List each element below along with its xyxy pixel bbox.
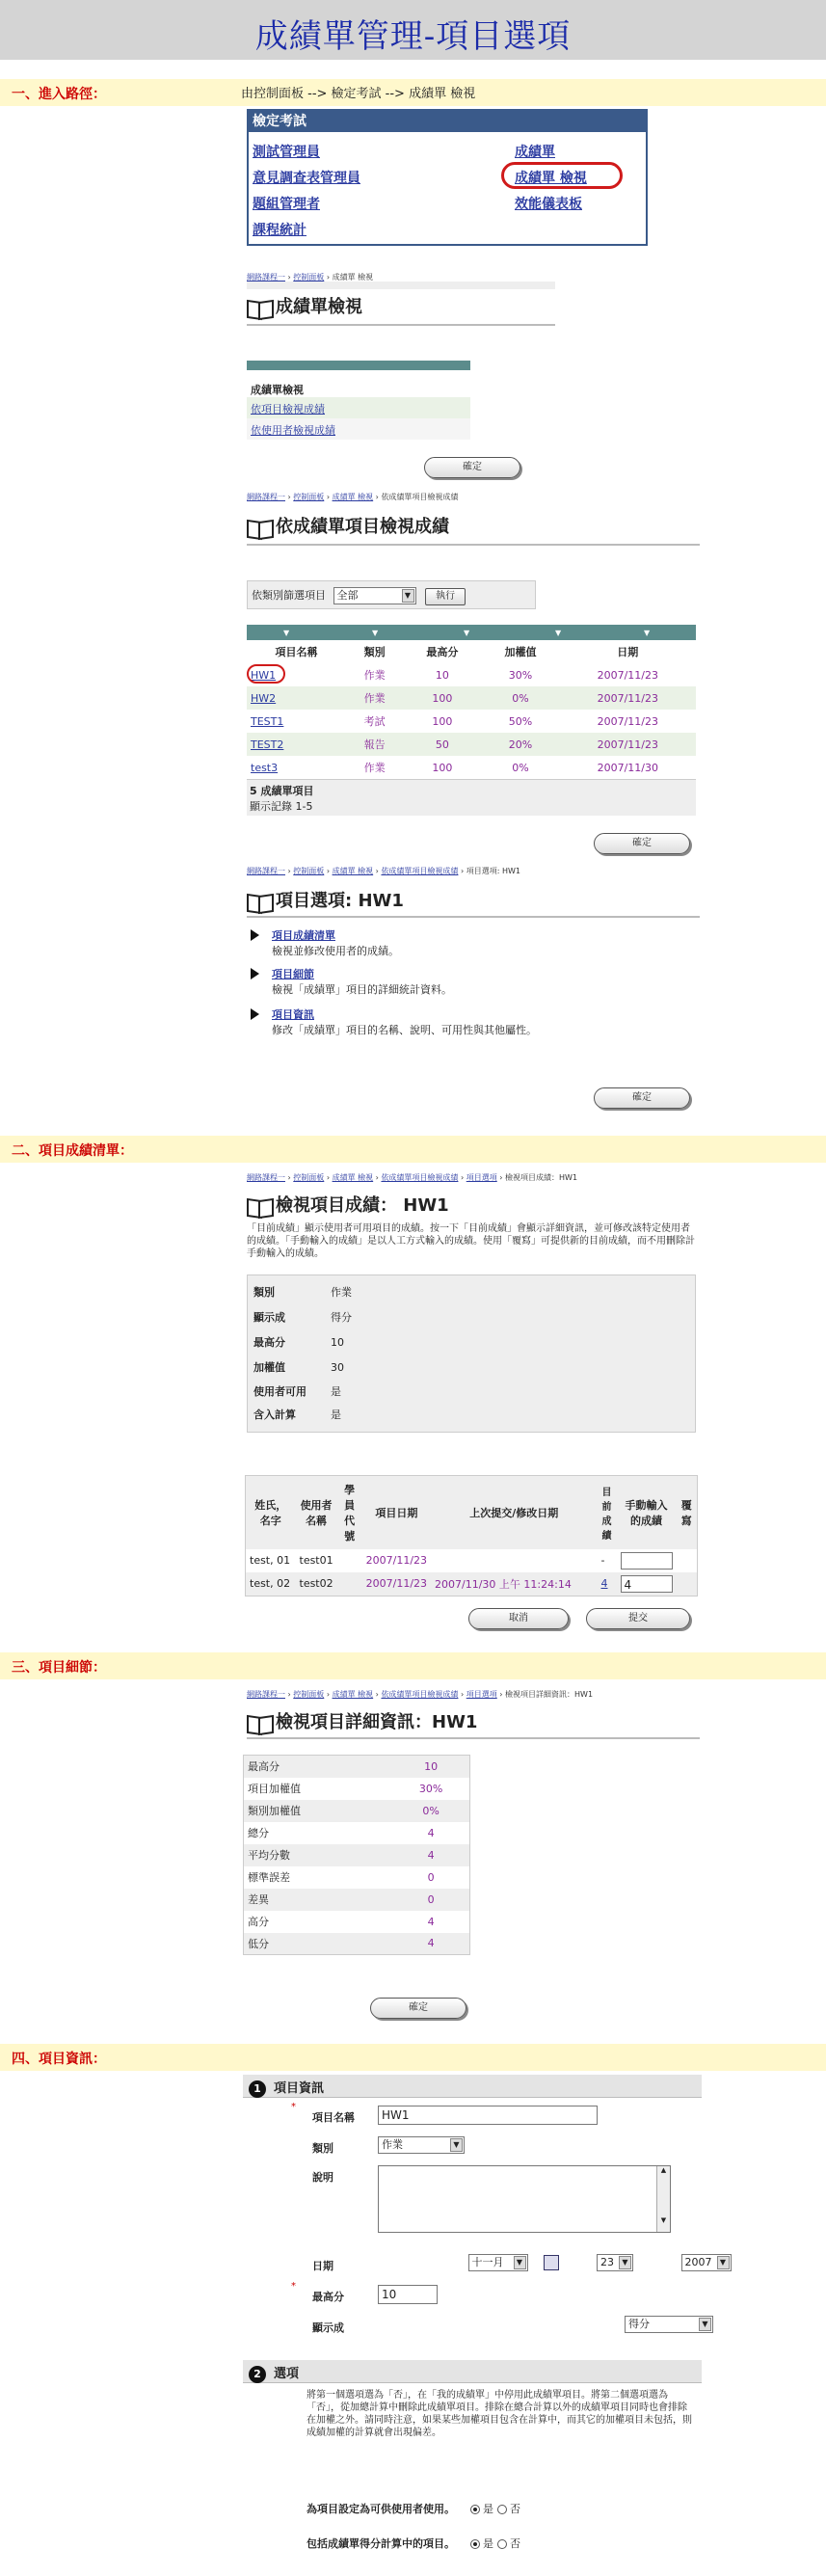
- category-filter-select[interactable]: 全部 ▼: [333, 587, 416, 604]
- display-as-label: 顯示成: [312, 2321, 344, 2334]
- item-link[interactable]: test3: [251, 761, 279, 774]
- item-info-box: 類別 作業 顯示成 得分 最高分 10 加權值 30 使用者可用 是 含入計算 是: [247, 1275, 696, 1433]
- table-row: test3 作業 100 0% 2007/11/30: [247, 756, 696, 779]
- item-options-list: [251, 927, 694, 1045]
- option-desc: 檢視「成績單」項目的詳細統計資料。: [272, 983, 452, 996]
- filter-label: 依類別篩選項目: [252, 589, 326, 602]
- crumb-current: 依成績單項目檢視成績: [381, 493, 459, 501]
- crumb-control-panel[interactable]: 控制面板: [293, 1173, 325, 1182]
- menu-link-dashboard[interactable]: 效能儀表板: [515, 197, 582, 212]
- availability-option: 為項目設定為可供使用者使用。 是 否: [306, 2503, 520, 2515]
- day-select[interactable]: 23 ▼: [597, 2254, 633, 2271]
- manual-grade-input[interactable]: [621, 1552, 673, 1570]
- crumb-gradebook[interactable]: 成績單 檢視: [332, 867, 374, 875]
- run-button[interactable]: 執行: [425, 588, 466, 605]
- include-calc-label: 包括成績單得分計算中的項目。: [306, 2537, 455, 2550]
- document-title-bar: [0, 0, 826, 60]
- table-row: test, 02 test02 2007/11/23 2007/11/30 上午 11:24:14 4 4: [246, 1572, 698, 1597]
- item-stats-table: 最高分 10 項目加權值 30% 類別加權值 0% 總分 4 平均分數 4 標準誤差 0 差異 0 高分 4 低分 4: [243, 1755, 470, 1955]
- crumb-current: 成績單 檢視: [332, 273, 374, 282]
- page-title: 依成績單項目檢視成績: [247, 513, 449, 538]
- menu-link-test-manager[interactable]: 測試管理員: [253, 145, 320, 160]
- crumb-control-panel[interactable]: 控制面板: [293, 493, 325, 501]
- ok-button[interactable]: 確定: [594, 1087, 690, 1109]
- records-label: 顯示記錄 1-5: [250, 800, 313, 813]
- table-row: test, 01 test01 2007/11/23 -: [246, 1549, 698, 1572]
- link-item-grades[interactable]: 項目成績清單: [272, 929, 335, 942]
- category-label: 類別: [312, 2142, 333, 2155]
- year-select[interactable]: 2007 ▼: [681, 2254, 732, 2271]
- arrow-icon: [251, 1008, 259, 1020]
- crumb-control-panel[interactable]: 控制面板: [293, 1690, 325, 1699]
- link-item-info[interactable]: 項目資訊: [272, 1008, 314, 1021]
- current-grade-link[interactable]: 4: [600, 1577, 608, 1590]
- section-label: 三、項目細節：: [12, 1660, 106, 1676]
- item-link[interactable]: HW2: [251, 691, 277, 705]
- view-options: [247, 361, 470, 442]
- crumb-options[interactable]: 項目選項: [466, 1173, 497, 1182]
- crumb-by-item[interactable]: 依成績單項目檢視成績: [381, 1173, 459, 1182]
- filter-bar: [247, 580, 536, 609]
- include-yes-radio[interactable]: [470, 2539, 480, 2549]
- arrow-icon: [251, 968, 259, 979]
- highlight-circle: [247, 664, 285, 684]
- calendar-icon[interactable]: [544, 2255, 559, 2270]
- max-score-input[interactable]: 10: [378, 2285, 438, 2304]
- ok-button[interactable]: 確定: [424, 457, 520, 478]
- page-title: 檢視項目詳細資訊：HW1: [247, 1708, 477, 1733]
- link-item-details[interactable]: 項目細節: [272, 968, 314, 980]
- crumb-course[interactable]: 網路課程一: [247, 273, 285, 282]
- item-info-form: [243, 2098, 727, 2358]
- breadcrumb: 網路課程一 › 控制面板 › 成績單 檢視 › 依成績單項目檢視成績: [247, 493, 459, 501]
- section-label: 一、進入路徑：: [12, 87, 106, 102]
- book-icon: [247, 893, 272, 910]
- book-icon: [247, 1197, 272, 1215]
- col-category[interactable]: 類別: [363, 646, 386, 658]
- crumb-course[interactable]: 網路課程一: [247, 867, 285, 875]
- required-icon: *: [291, 2102, 296, 2112]
- ok-button[interactable]: 確定: [370, 1998, 466, 2019]
- crumb-gradebook[interactable]: 成績單 檢視: [332, 1173, 374, 1182]
- crumb-course[interactable]: 網路課程一: [247, 493, 285, 501]
- item-count: 5 成績單項目: [250, 785, 314, 797]
- option-desc: 檢視並修改使用者的成績。: [272, 945, 399, 957]
- max-score-label: 最高分: [312, 2291, 344, 2303]
- month-select[interactable]: 十一月 ▼: [468, 2254, 528, 2271]
- menu-link-survey-manager[interactable]: 意見調查表管理員: [253, 171, 360, 186]
- page-title: 項目選項: HW1: [247, 887, 404, 912]
- section-header-2: [0, 1136, 826, 1163]
- step-2-header: 2 選項: [243, 2360, 702, 2383]
- description-textarea[interactable]: [378, 2165, 671, 2233]
- menu-link-course-stats[interactable]: 課程統計: [253, 223, 306, 238]
- menu-link-gradebook[interactable]: 成績單: [515, 145, 555, 160]
- crumb-course[interactable]: 網路課程一: [247, 1173, 285, 1182]
- col-max[interactable]: 最高分: [426, 646, 459, 658]
- item-name-input[interactable]: HW1: [378, 2106, 598, 2125]
- breadcrumb: 網路課程一 › 控制面板 › 成績單 檢視: [247, 273, 374, 282]
- book-icon: [247, 1714, 272, 1731]
- table-row: HW2 作業 100 0% 2007/11/23: [247, 686, 696, 710]
- nav-path: 由控制面板 --> 檢定考試 --> 成績單 檢視: [241, 87, 476, 101]
- item-link[interactable]: TEST2: [251, 738, 284, 751]
- availability-no-radio[interactable]: [497, 2505, 507, 2514]
- menu-link-gradebook-view[interactable]: 成績單 檢視: [515, 171, 587, 186]
- item-link[interactable]: HW1: [251, 668, 277, 682]
- arrow-icon: [251, 929, 259, 941]
- col-date[interactable]: 日期: [617, 646, 639, 658]
- display-as-select[interactable]: 得分 ▼: [625, 2316, 713, 2333]
- document-title: 成績單管理-項目選項: [254, 17, 572, 56]
- menu-link-pool-manager[interactable]: 題組管理者: [253, 197, 320, 212]
- include-calc-option: 包括成績單得分計算中的項目。 是 否: [306, 2537, 520, 2550]
- availability-label: 為項目設定為可供使用者使用。: [306, 2503, 455, 2515]
- book-icon: [247, 299, 272, 316]
- exam-menu-panel: [247, 109, 648, 246]
- options-description: 將第一個選項選為「否」，在「我的成績單」中停用此成績單項目。將第二個選項選為「否」，從加總計算中刪除此成績單項目。排除在總合計算以外的成績單項目同時也會排除在加權之外。請同時注意，如果某些加權項目包含在計算中，而其它的加權項目未包括，則成績加權的計算就會出現偏差。: [306, 2390, 692, 2438]
- step-1-header: 1 項目資訊: [243, 2075, 702, 2098]
- step-2-icon: 2: [249, 2366, 266, 2383]
- crumb-current: 項目選項: HW1: [466, 867, 520, 875]
- section-header-3: [0, 1652, 826, 1679]
- highlight-circle: [501, 162, 623, 189]
- breadcrumb: 網路課程一 › 控制面板 › 成績單 檢視 › 依成績單項目檢視成績 › 項目選項: HW1: [247, 867, 520, 875]
- table-row: HW1 作業 10 30% 2007/11/23: [247, 663, 696, 686]
- crumb-by-item[interactable]: 依成績單項目檢視成績: [381, 867, 459, 875]
- col-weight[interactable]: 加權值: [504, 646, 537, 658]
- crumb-control-panel[interactable]: 控制面板: [293, 867, 325, 875]
- manual-grade-input[interactable]: 4: [621, 1575, 673, 1593]
- date-label: 日期: [312, 2260, 333, 2272]
- section-header-4: [0, 2044, 826, 2071]
- page-title: 成績單檢視: [247, 293, 362, 318]
- option-by-item[interactable]: 依項目檢視成績: [251, 403, 325, 416]
- option-desc: 修改「成績單」項目的名稱、說明、可用性與其他屬性。: [272, 1024, 537, 1036]
- crumb-gradebook[interactable]: 成績單 檢視: [332, 1690, 374, 1699]
- crumb-options[interactable]: 項目選項: [466, 1690, 497, 1699]
- table-row: TEST2 報告 50 20% 2007/11/23: [247, 733, 696, 756]
- page-title: 檢視項目成績： HW1: [247, 1192, 449, 1217]
- step-1-icon: 1: [249, 2080, 266, 2098]
- user-grades-table: 姓氏，名字 使用者名稱 學員代號 項目日期 上次提交/修改日期 目前成績 手動輸入的成績 覆寫 test, 01 test01 2007/11/23 - test, 02 test02 2007/11/23 2007/11/30 上午 11:24:14 4 4: [245, 1475, 698, 1597]
- grade-description: 「目前成績」顯示使用者可用項目的成績。按一下「目前成績」會顯示詳細資訊，並可修改該特定使用者的成績。「手動輸入的成績」是以人工方式輸入的成績。使用「覆寫」可提供新的目前成績，而不用刪除計手動輸入的成績。: [247, 1223, 695, 1259]
- section-label: 四、項目資訊：: [12, 2052, 106, 2067]
- gradebook-items-table: ▼ ▼ ▼ ▼ ▼ 項目名稱 類別 最高分 加權值 日期 HW1 作業 10 30% 2007/11/23 HW2 作業 100 0% 2007/11/23 TEST1 考試 100 50% 2007/11/23 TEST2 報告 50 20% 2007/11/23 test3 作業 100 0% 2007/11/30 5 成績單項目 顯示記錄 1-5: [247, 625, 696, 816]
- cancel-button[interactable]: 取消: [468, 1608, 569, 1629]
- option-by-user[interactable]: 依使用者檢視成績: [251, 424, 335, 437]
- table-row: TEST1 考試 100 50% 2007/11/23: [247, 710, 696, 733]
- include-no-radio[interactable]: [497, 2539, 507, 2549]
- scrollbar[interactable]: ▲ ▼: [656, 2166, 670, 2232]
- crumb-current: 檢視項目詳細資訊：HW1: [505, 1690, 594, 1699]
- crumb-course[interactable]: 網路課程一: [247, 1690, 285, 1699]
- options-header: 成績單檢視: [247, 370, 470, 397]
- menu-header: 檢定考試: [249, 111, 646, 132]
- section-label: 二、項目成績清單：: [12, 1143, 133, 1159]
- book-icon: [247, 519, 272, 536]
- submit-button[interactable]: 提交: [586, 1608, 690, 1629]
- name-label: 項目名稱: [312, 2111, 355, 2124]
- crumb-current: 檢視項目成績：HW1: [505, 1173, 578, 1182]
- crumb-control-panel[interactable]: 控制面板: [293, 273, 325, 282]
- required-icon: *: [291, 2281, 296, 2292]
- category-select[interactable]: 作業 ▼: [378, 2136, 465, 2154]
- description-label: 說明: [312, 2171, 333, 2184]
- breadcrumb: 網路課程一 › 控制面板 › 成績單 檢視 › 依成績單項目檢視成績 › 項目選項 › 檢視項目詳細資訊：HW1: [247, 1690, 594, 1699]
- crumb-gradebook[interactable]: 成績單 檢視: [332, 493, 374, 501]
- ok-button[interactable]: 確定: [594, 833, 690, 854]
- breadcrumb: 網路課程一 › 控制面板 › 成績單 檢視 › 依成績單項目檢視成績 › 項目選項 › 檢視項目成績：HW1: [247, 1173, 578, 1182]
- crumb-by-item[interactable]: 依成績單項目檢視成績: [381, 1690, 459, 1699]
- availability-yes-radio[interactable]: [470, 2505, 480, 2514]
- col-item-name[interactable]: 項目名稱: [275, 646, 318, 658]
- item-link[interactable]: TEST1: [251, 714, 284, 728]
